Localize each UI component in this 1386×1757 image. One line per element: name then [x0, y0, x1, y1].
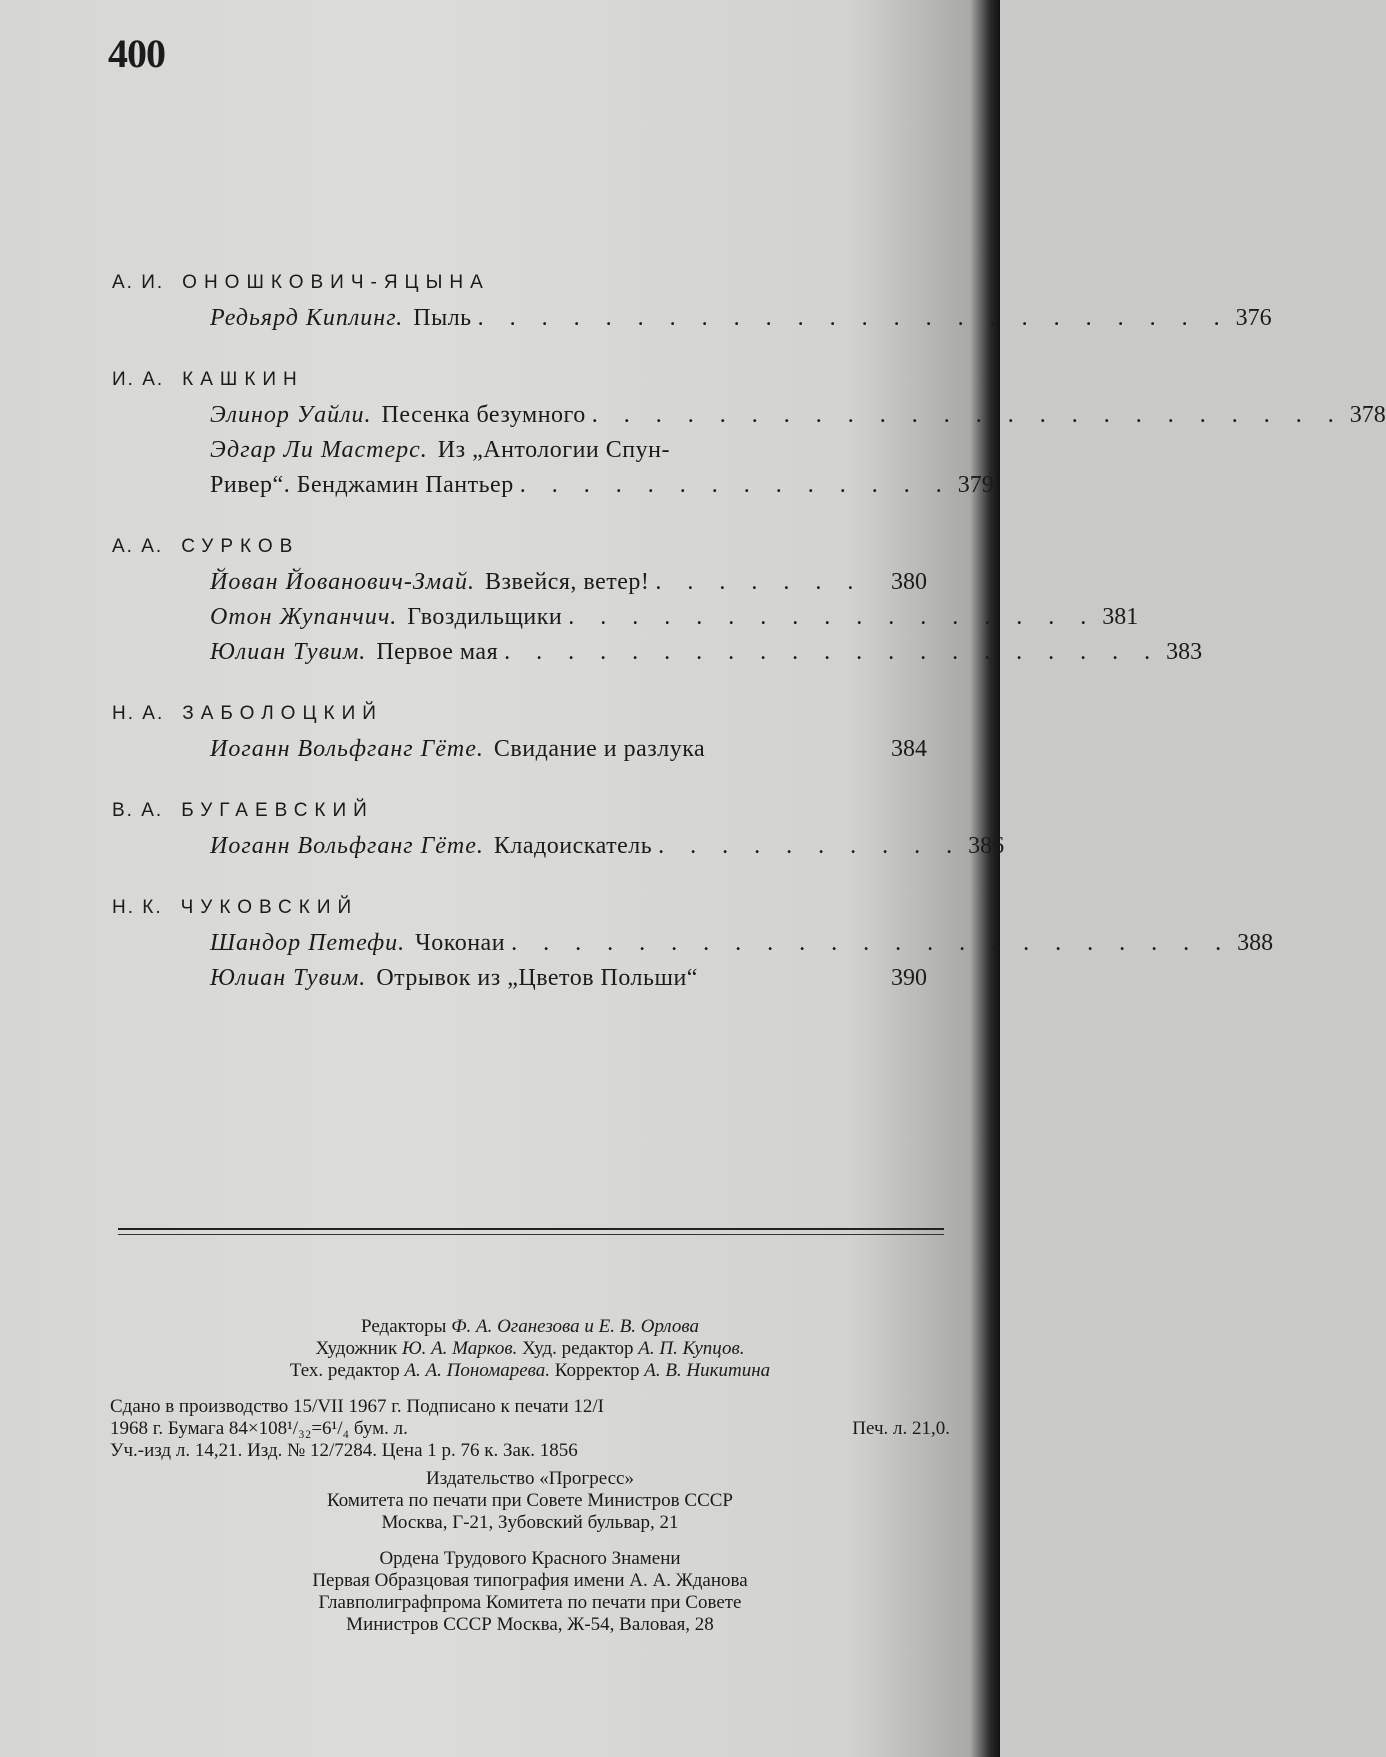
- editors-label: Редакторы: [361, 1316, 447, 1337]
- translator-initials: И. А.: [112, 369, 165, 390]
- publisher-line: Москва, Г-21, Зубовский бульвар, 21: [381, 1512, 679, 1533]
- translator-heading: [112, 362, 927, 398]
- entry-page: 390: [891, 965, 927, 991]
- entry-title: Пыль: [413, 305, 472, 331]
- leader-dots: . . . . . . .: [655, 569, 864, 595]
- toc-entry[interactable]: [210, 961, 927, 996]
- entry-author: Иоганн Вольфганг Гёте.: [210, 736, 484, 762]
- editors-line: [110, 1316, 950, 1338]
- toc-entry[interactable]: [210, 635, 1203, 670]
- toc-section: [112, 793, 1005, 864]
- leader-dots: . . . . . . . . . . . . . . . . . . . . . . . .: [591, 402, 1344, 428]
- toc-entry[interactable]: [210, 398, 1386, 433]
- translator-name: КАШКИН: [182, 369, 304, 390]
- divider-rule: [118, 1228, 944, 1230]
- translator-name: СУРКОВ: [181, 536, 300, 557]
- tech-editor-line: [110, 1360, 950, 1382]
- toc-entry[interactable]: [210, 433, 994, 503]
- entry-page: 380: [891, 569, 927, 595]
- entry-page: 376: [1235, 305, 1272, 331]
- entry-title: Гвоздильщики: [407, 604, 563, 630]
- translator-name: ЗАБОЛОЦКИЙ: [182, 703, 383, 724]
- divider-rule: [118, 1234, 944, 1235]
- entry-page: 378: [1349, 402, 1386, 428]
- entry-page: 384: [891, 736, 927, 762]
- entry-author: Шандор Петефи.: [210, 930, 406, 956]
- tech-editor-label: Тех. редактор: [289, 1360, 400, 1381]
- production-line-2: [110, 1418, 950, 1440]
- translator-name: ОНОШКОВИЧ-ЯЦЫНА: [182, 272, 490, 293]
- entry-page: 388: [1237, 930, 1274, 956]
- entry-page: 381: [1102, 604, 1139, 630]
- printer-line: Ордена Трудового Красного Знамени: [379, 1548, 681, 1569]
- artist-name: Ю. А. Марков.: [401, 1338, 518, 1359]
- toc-section: [112, 696, 927, 767]
- entry-title-continued: Ривер“. Бенджамин Пантьер: [210, 472, 514, 498]
- toc-entry[interactable]: [210, 926, 1274, 961]
- entry-title: Кладоискатель: [493, 833, 653, 859]
- leader-dots: . . . . . . . . . . . . . . . . . . . . . . . .: [477, 305, 1230, 331]
- production-line-1: Сдано в производство 15/VII 1967 г. Подписано к печати 12/I: [110, 1396, 604, 1417]
- leader-dots: . . . . . . . . . . . . . . . . .: [568, 604, 1097, 630]
- art-editor-name: А. П. Купцов.: [638, 1338, 745, 1359]
- entry-title: Песенка безумного: [381, 402, 586, 428]
- translator-initials: Н. А.: [112, 703, 165, 724]
- entry-author: Редьярд Киплинг.: [210, 305, 404, 331]
- paper-format: 1968 г. Бумага 84×108¹/₃₂=6¹/₄ бум. л.: [110, 1418, 408, 1439]
- translator-heading: [112, 696, 927, 732]
- toc-section: [112, 529, 1203, 670]
- toc-entry[interactable]: [210, 565, 927, 600]
- printer-line: Министров СССР Москва, Ж-54, Валовая, 28: [346, 1614, 714, 1635]
- leader-dots: . . . . . . . . . . . . . .: [519, 472, 952, 498]
- editors-names: Ф. А. Оганезова и Е. В. Орлова: [451, 1316, 699, 1337]
- leader-dots: . . . . . . . . . . . . . . . . . . . . .: [504, 639, 1161, 665]
- entry-title: Чоконаи: [415, 930, 506, 956]
- entry-page: 379: [957, 472, 994, 498]
- entry-author: Иоганн Вольфганг Гёте.: [210, 833, 484, 859]
- printer-line: Главполиграфпрома Комитета по печати при Совете: [318, 1592, 742, 1613]
- entry-author: Элинор Уайли.: [210, 402, 372, 428]
- leader-dots: . . . . . . . . . . . . . . . . . . . . . . .: [511, 930, 1232, 956]
- entry-author: Юлиан Тувим.: [210, 965, 367, 991]
- toc-entry[interactable]: [210, 600, 1139, 635]
- translator-heading: [112, 793, 927, 829]
- table-of-contents: [112, 265, 1386, 1022]
- entry-author: Юлиан Тувим.: [210, 639, 367, 665]
- translator-name: ЧУКОВСКИЙ: [180, 897, 359, 918]
- tech-editor-name: А. А. Пономарева.: [404, 1360, 551, 1381]
- translator-heading: [112, 529, 927, 565]
- entry-title: Свидание и разлука: [493, 736, 706, 762]
- translator-initials: Н. К.: [112, 897, 163, 918]
- toc-entry[interactable]: [210, 732, 927, 767]
- translator-heading: [112, 890, 927, 926]
- printer-line: Первая Образцовая типография имени А. А. Жданова: [312, 1570, 748, 1591]
- entry-title: Первое мая: [376, 639, 499, 665]
- toc-section: [112, 362, 1386, 503]
- toc-section: [112, 890, 1274, 996]
- production-line-3: Уч.-изд л. 14,21. Изд. № 12/7284. Цена 1 р. 76 к. Зак. 1856: [110, 1440, 578, 1461]
- art-editor-label: Худ. редактор: [522, 1338, 634, 1359]
- translator-initials: А. А.: [112, 536, 164, 557]
- translator-initials: А. И.: [112, 272, 165, 293]
- artist-label: Художник: [315, 1338, 398, 1359]
- leader-dots: . . . . . . . . . .: [658, 833, 963, 859]
- toc-entry[interactable]: [210, 301, 1272, 336]
- toc-entry[interactable]: [210, 829, 1005, 864]
- translator-heading: [112, 265, 927, 301]
- corrector-name: А. В. Никитина: [644, 1360, 771, 1381]
- publisher-line: Комитета по печати при Совете Министров СССР: [327, 1490, 733, 1511]
- entry-author: Отон Жупанчич.: [210, 604, 398, 630]
- artist-line: [110, 1338, 950, 1360]
- entry-title: Из „Антологии Спун-: [437, 437, 670, 463]
- entry-author: Эдгар Ли Мастерс.: [210, 437, 428, 463]
- entry-author: Йован Йованович-Змай.: [210, 569, 476, 595]
- toc-section: [112, 265, 1272, 336]
- translator-name: БУГАЕВСКИЙ: [181, 800, 374, 821]
- translator-initials: В. А.: [112, 800, 164, 821]
- publisher-line: Издательство «Прогресс»: [426, 1468, 634, 1489]
- corrector-label: Корректор: [554, 1360, 640, 1381]
- imprint-block: [110, 1316, 950, 1636]
- entry-page: 386: [968, 833, 1005, 859]
- entry-page: 383: [1166, 639, 1203, 665]
- print-sheets: Печ. л. 21,0.: [852, 1418, 950, 1439]
- entry-title: Взвейся, ветер!: [485, 569, 650, 595]
- entry-title: Отрывок из „Цветов Польши“: [376, 965, 698, 991]
- page-number: 400: [108, 31, 165, 76]
